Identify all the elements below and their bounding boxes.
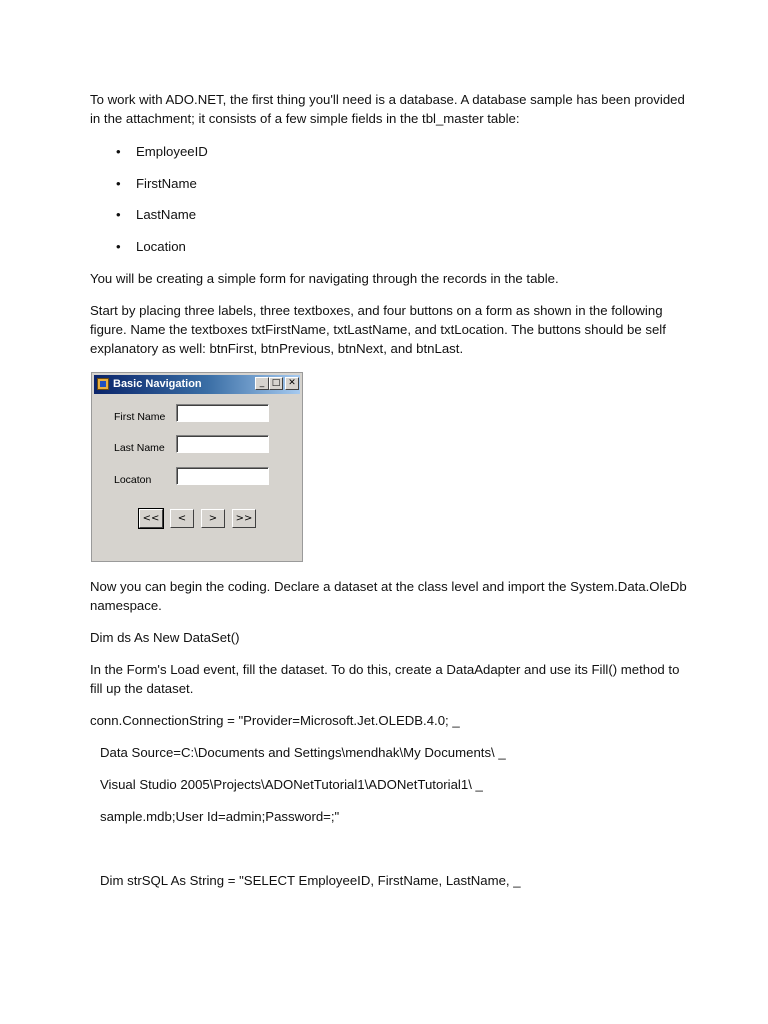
bullet-icon: • [116, 239, 121, 255]
list-item: • FirstName [116, 175, 197, 191]
app-icon [97, 378, 109, 390]
bullet-icon: • [116, 207, 121, 223]
load-paragraph: In the Form's Load event, fill the dataset. To do this, create a DataAdapter and use its Fill() method to fill up the dataset. [90, 662, 680, 696]
list-item: • LastName [116, 207, 197, 223]
window-title: Basic Navigation [113, 378, 202, 390]
code-line: Dim strSQL As String = "SELECT EmployeeID, FirstName, LastName, _ [100, 873, 521, 888]
bullet-icon: • [116, 144, 121, 159]
code-line: sample.mdb;User Id=admin;Password=;" [100, 809, 340, 824]
maximize-icon[interactable]: □ [269, 377, 283, 390]
last-name-textbox[interactable] [176, 435, 269, 453]
first-button[interactable]: << [139, 509, 163, 528]
first-name-textbox[interactable] [176, 404, 269, 422]
next-button[interactable]: > [201, 509, 225, 528]
start-paragraph: Start by placing three labels, three textboxes, and four buttons on a form as shown in the following figure. Name the textboxes txtFirstName, txtLastName, and txtLocation. The buttons should be self explanatory as well: btnFirst, btnPrevious, btnNext, and btnLast. [90, 303, 666, 356]
coding-paragraph: Now you can begin the coding. Declare a dataset at the class level and import the System.Data.OleDb namespace. [90, 579, 687, 613]
previous-button[interactable]: < [170, 509, 194, 528]
location-label: Locaton [114, 474, 152, 486]
code-line: conn.ConnectionString = "Provider=Microsoft.Jet.OLEDB.4.0; _ [90, 713, 460, 728]
minimize-icon[interactable]: _ [255, 377, 269, 390]
window-titlebar [94, 375, 300, 394]
list-item: • EmployeeID [116, 144, 208, 159]
code-line: Data Source=C:\Documents and Settings\mendhak\My Documents\ _ [100, 745, 506, 760]
intro-paragraph: To work with ADO.NET, the first thing you'll need is a database. A database sample has been provided in the attachment; it consists of a few simple fields in the tbl_master table: [90, 92, 685, 126]
list-item: • Location [116, 239, 186, 255]
field-list [90, 142, 208, 269]
first-name-label: First Name [114, 411, 166, 423]
close-icon[interactable]: ✕ [285, 377, 299, 390]
location-textbox[interactable] [176, 467, 269, 485]
code-line: Visual Studio 2005\Projects\ADONetTutorial1\ADONetTutorial1\ _ [100, 777, 483, 792]
last-name-label: Last Name [114, 442, 165, 454]
form-paragraph: You will be creating a simple form for navigating through the records in the table. [90, 271, 559, 286]
code-dim-dataset: Dim ds As New DataSet() [90, 630, 240, 645]
last-button[interactable]: >> [232, 509, 256, 528]
basic-navigation-figure [91, 372, 303, 562]
bullet-icon: • [116, 175, 121, 191]
